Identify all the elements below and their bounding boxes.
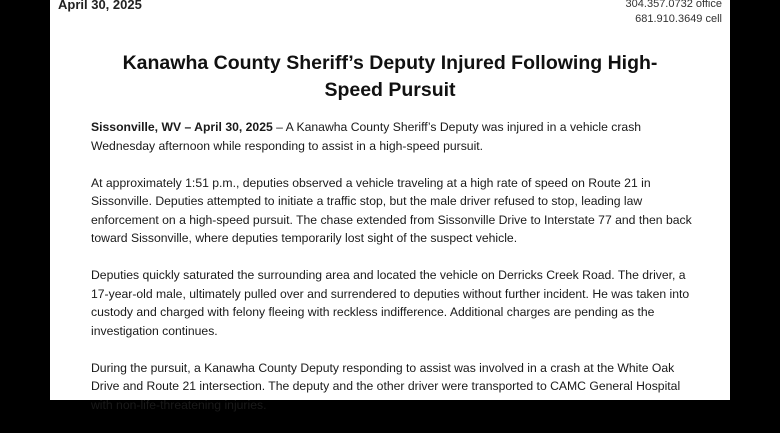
paragraph-1 — [91, 118, 703, 155]
paragraph-1-text: – A Kanawha County Sheriff’s Deputy was injured in a vehicle crash Wednesday afternoon while responding to assist in a high-speed pursuit. — [91, 120, 642, 153]
dateline: Sissonville, WV – April 30, 2025 — [91, 120, 273, 134]
article-body — [91, 118, 703, 433]
headline-line-2: Speed Pursuit — [324, 79, 456, 101]
press-release-page — [50, 0, 730, 412]
office-phone: 304.357.0732 office — [625, 0, 722, 10]
headline — [80, 50, 700, 104]
paragraph-2: At approximately 1:51 p.m., deputies observed a vehicle traveling at a high rate of speed on Route 21 in Sissonville. Deputies attempted to initiate a traffic stop, but the male driver refused to stop, leading law enforcement on a high-speed pursuit. The chase extended from Sissonville Drive to Interstate 77 and then back toward Sissonville, where deputies temporarily lost sight of the suspect vehicle. — [91, 175, 692, 245]
cell-phone: 681.910.3649 cell — [635, 13, 722, 25]
contact-info — [626, 0, 722, 27]
headline-line-1: Kanawha County Sheriff’s Deputy Injured Following High- — [122, 52, 658, 74]
paragraph-3: Deputies quickly saturated the surrounding area and located the vehicle on Derricks Creek Road. The driver, a 17-year-old male, ultimately pulled over and surrendered to deputies without further incident. He was taken into custody and charged with felony fleeing with reckless indifference. Additional charges are pending as the investigation continues. — [91, 268, 690, 338]
release-date: April 30, 2025 — [58, 0, 142, 12]
paragraph-4: During the pursuit, a Kanawha County Deputy responding to assist was involved in a crash at the White Oak Drive and Route 21 intersection. The deputy and the other driver were transported to CAMC General Hospital with non-life-threatening injuries. — [91, 360, 681, 412]
